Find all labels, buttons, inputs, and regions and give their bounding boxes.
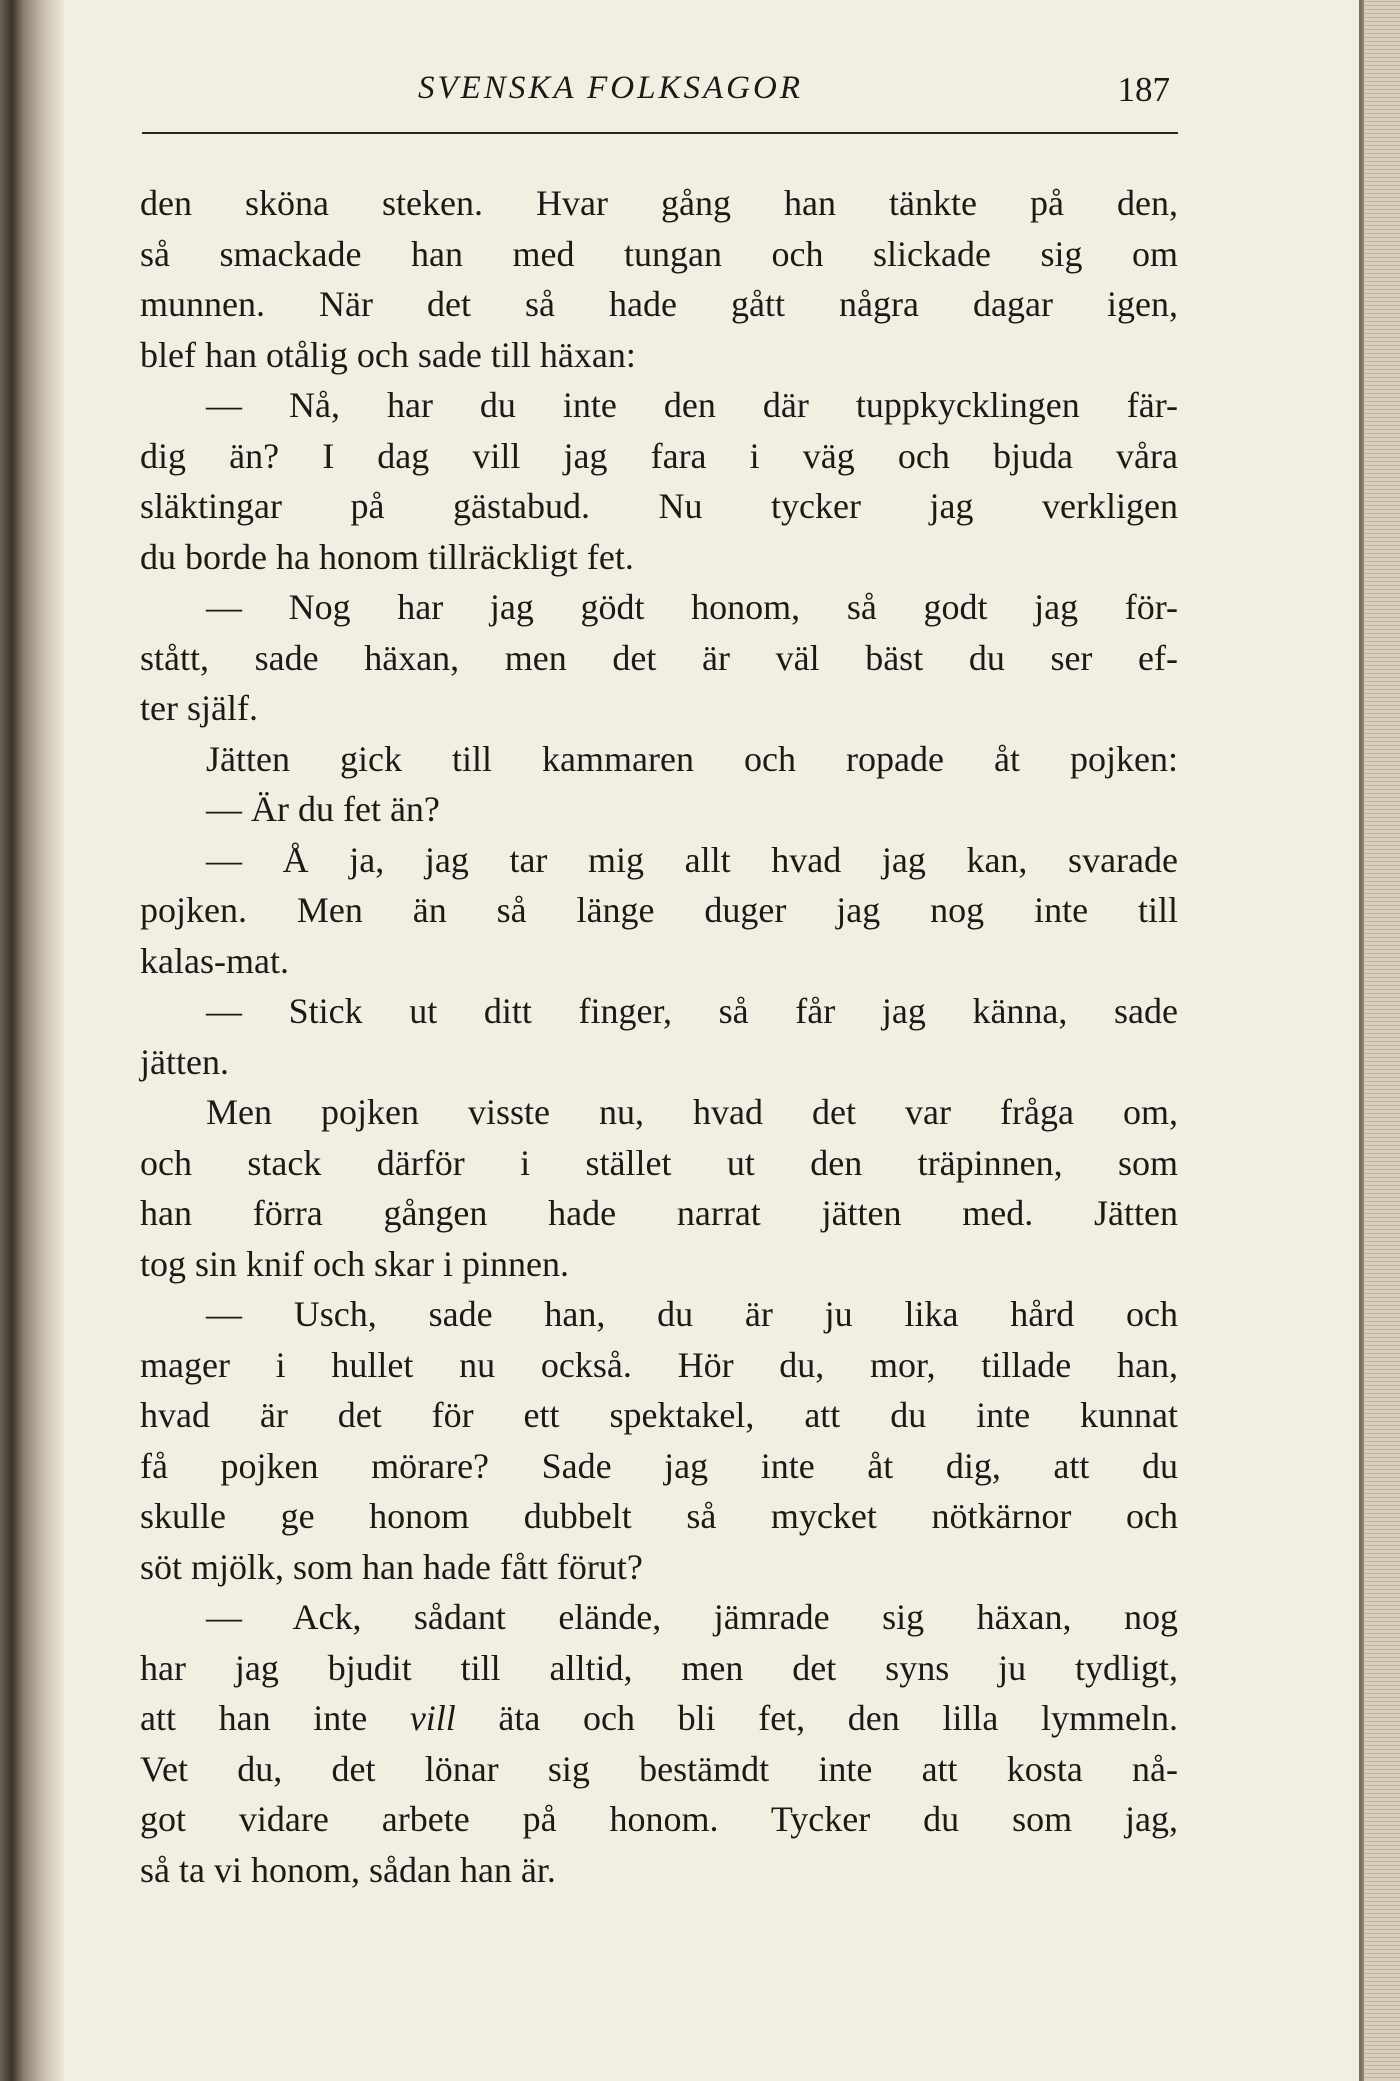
- text-line: Jätten gick till kammaren och ropade åt pojken:: [206, 738, 1178, 779]
- text-line: hvad är det för ett spektakel, att du inte kunnat: [140, 1395, 1178, 1435]
- text-line: — Usch, sade han, du är ju lika hård och: [206, 1294, 1178, 1334]
- text-line: ter själf.: [140, 688, 258, 728]
- text-line: jätten.: [140, 1041, 229, 1082]
- text-line: släktingar på gästabud. Nu tycker jag verkligen: [140, 486, 1178, 526]
- text-line: — Är du fet än?: [206, 789, 440, 829]
- book-spine-shadow: [0, 0, 64, 2081]
- running-head: [140, 70, 1178, 120]
- text-line: Men pojken visste nu, hvad det var fråga om,: [206, 1092, 1178, 1132]
- text-segment: äta och bli fet, den lilla lymmeln.: [455, 1698, 1178, 1738]
- text-line: mager i hullet nu också. Hör du, mor, tillade han,: [140, 1344, 1178, 1385]
- text-line: — Å ja, jag tar mig allt hvad jag kan, svarade: [206, 839, 1178, 880]
- text-line: du borde ha honom tillräckligt fet.: [140, 536, 634, 577]
- text-line: den sköna steken. Hvar gång han tänkte på den,: [140, 183, 1178, 223]
- text-line: och stack därför i stället ut den träpinnen, som: [140, 1142, 1178, 1183]
- text-line: tog sin knif och skar i pinnen.: [140, 1243, 569, 1284]
- page-stack-edge: [1362, 0, 1400, 2081]
- text-line: — Nog har jag gödt honom, så godt jag för-: [206, 587, 1178, 627]
- page-number: 187: [1117, 70, 1170, 109]
- header-rule: [142, 132, 1178, 134]
- running-title: SVENSKA FOLKSAGOR: [418, 70, 803, 106]
- book-page: [140, 70, 1178, 1890]
- text-line: — Stick ut ditt finger, så får jag känna, sade: [206, 991, 1178, 1031]
- text-line: pojken. Men än så länge duger jag nog inte till: [140, 890, 1178, 930]
- text-line: han förra gången hade narrat jätten med. Jätten: [140, 1193, 1178, 1233]
- text-line: — Ack, sådant elände, jämrade sig häxan, nog: [206, 1597, 1178, 1637]
- italic-word: vill: [409, 1698, 456, 1738]
- text-line: [140, 1693, 1178, 1744]
- text-line: got vidare arbete på honom. Tycker du som jag,: [140, 1799, 1178, 1839]
- text-segment: att han inte: [140, 1698, 410, 1738]
- text-line: munnen. När det så hade gått några dagar igen,: [140, 284, 1178, 324]
- text-line: så ta vi honom, sådan han är.: [140, 1849, 556, 1890]
- text-line: få pojken mörare? Sade jag inte åt dig, att du: [140, 1445, 1178, 1486]
- text-line: kalas-mat.: [140, 940, 289, 981]
- text-line: — Nå, har du inte den där tuppkycklingen fär-: [206, 385, 1178, 425]
- text-line: dig än? I dag vill jag fara i väg och bjuda våra: [140, 435, 1178, 476]
- text-line: så smackade han med tungan och slickade sig om: [140, 233, 1178, 274]
- text-line: stått, sade häxan, men det är väl bäst du ser ef-: [140, 637, 1178, 678]
- text-line: blef han otålig och sade till häxan:: [140, 334, 636, 375]
- body-text: [140, 178, 1178, 1895]
- text-line: har jag bjudit till alltid, men det syns ju tydligt,: [140, 1647, 1178, 1688]
- text-line: söt mjölk, som han hade fått förut?: [140, 1546, 643, 1587]
- text-line: Vet du, det lönar sig bestämdt inte att kosta nå-: [140, 1748, 1178, 1789]
- text-line: skulle ge honom dubbelt så mycket nötkärnor och: [140, 1496, 1178, 1536]
